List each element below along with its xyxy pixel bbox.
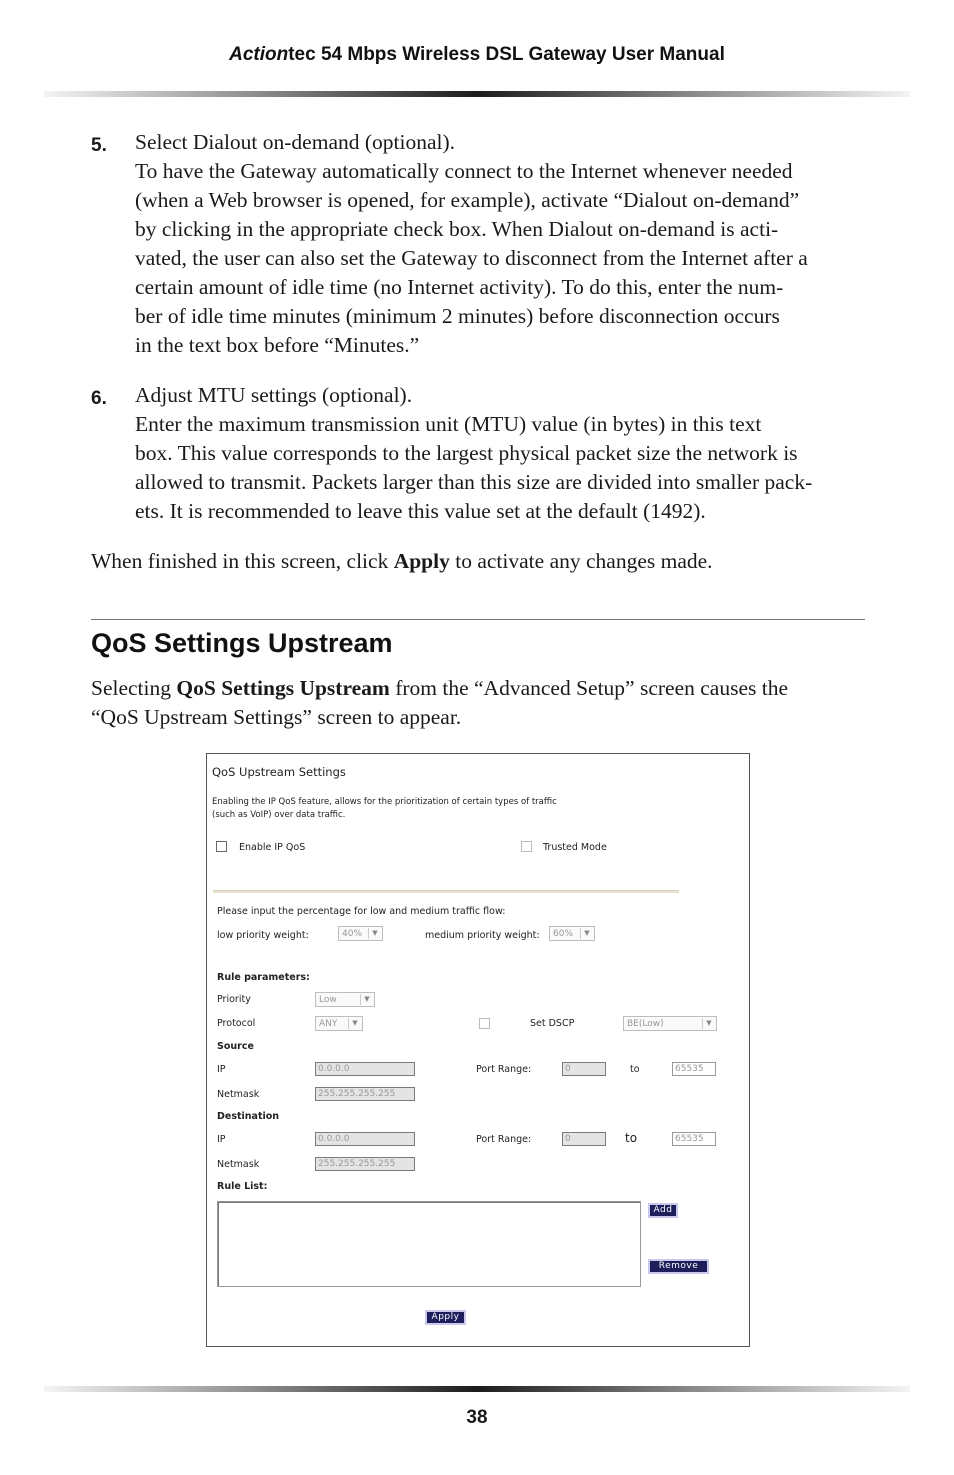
set-dscp-label: Set DSCP (530, 1018, 575, 1029)
step-number: 5. (91, 135, 107, 156)
weights-prompt: Please input the percentage for low and medium traffic flow: (217, 906, 506, 917)
step-5-line: Select Dialout on-demand (optional). (135, 130, 456, 154)
section-intro (91, 674, 866, 732)
section-heading: QoS Settings Upstream (91, 628, 393, 658)
destination-port-from-field[interactable]: 0 (562, 1132, 606, 1146)
running-header (0, 44, 954, 66)
destination-netmask-label: Netmask (217, 1159, 260, 1170)
apply-emphasis: Apply (393, 549, 450, 573)
step-6-line: Enter the maximum transmission unit (MTU) value (in bytes) in this text (135, 412, 762, 436)
footer-rule (44, 1386, 910, 1392)
intro-line-2: “QoS Upstream Settings” screen to appear. (91, 705, 462, 729)
qos-description: Enabling the IP QoS feature, allows for the prioritization of certain types of traffic (212, 797, 557, 807)
qos-title: QoS Upstream Settings (212, 765, 346, 779)
step-5-line: by clicking in the appropriate check box. When Dialout on-demand is acti- (135, 217, 779, 241)
source-to-label: to (630, 1064, 640, 1075)
step-5-line: vated, the user can also set the Gateway to disconnect from the Internet after a (135, 246, 808, 270)
source-netmask-field[interactable]: 255.255.255.255 (315, 1087, 415, 1101)
remove-button[interactable]: Remove (650, 1261, 707, 1272)
step-5-line: in the text box before “Minutes.” (135, 333, 420, 357)
low-weight-select[interactable] (338, 926, 383, 941)
header-title-rest: tec 54 Mbps Wireless DSL Gateway User Manual (288, 44, 725, 65)
rule-list-box[interactable] (217, 1201, 641, 1287)
brand-italic: Action (229, 44, 289, 65)
destination-port-range-label: Port Range: (476, 1134, 532, 1145)
step-6-line: box. This value corresponds to the largest physical packet size the network is (135, 441, 798, 465)
step-number: 6. (91, 388, 107, 409)
destination-netmask-field[interactable]: 255.255.255.255 (315, 1157, 415, 1171)
finish-text: When finished in this screen, click (91, 549, 394, 573)
protocol-label: Protocol (217, 1018, 256, 1029)
intro-emphasis: QoS Settings Upstream (176, 676, 390, 700)
settings-divider (213, 890, 679, 893)
dscp-value: BE(Low) (627, 1019, 664, 1029)
section-divider (91, 619, 865, 620)
source-ip-label: IP (217, 1064, 226, 1075)
set-dscp-checkbox[interactable] (479, 1018, 490, 1029)
step-6-line: ets. It is recommended to leave this value set at the default (1492). (135, 499, 706, 523)
header-rule (44, 91, 910, 97)
rule-list-heading: Rule List: (217, 1181, 268, 1192)
add-button[interactable]: Add (650, 1205, 676, 1216)
destination-ip-field[interactable]: 0.0.0.0 (315, 1132, 415, 1146)
destination-ip-label: IP (217, 1134, 226, 1145)
protocol-value: ANY (319, 1019, 338, 1029)
destination-to-label: to (625, 1131, 638, 1145)
priority-select[interactable] (315, 992, 375, 1007)
chevron-down-icon: ▼ (580, 928, 593, 939)
source-port-from-field[interactable]: 0 (562, 1062, 606, 1076)
intro-text-end: from the “Advanced Setup” screen causes the (389, 676, 788, 700)
priority-value: Low (319, 995, 337, 1005)
trusted-mode-checkbox[interactable] (521, 841, 532, 852)
source-ip-field[interactable]: 0.0.0.0 (315, 1062, 415, 1076)
medium-weight-label: medium priority weight: (425, 930, 540, 941)
source-heading: Source (217, 1041, 254, 1052)
apply-button[interactable]: Apply (427, 1312, 464, 1323)
chevron-down-icon: ▼ (368, 928, 381, 939)
destination-port-to-field[interactable]: 65535 (672, 1132, 716, 1146)
step-5-line: ber of idle time minutes (minimum 2 minutes) before disconnection occurs (135, 304, 780, 328)
priority-label: Priority (217, 994, 251, 1005)
step-6-line: Adjust MTU settings (optional). (135, 383, 413, 407)
rule-parameters-heading: Rule parameters: (217, 972, 310, 983)
qos-description-2: (such as VoIP) over data traffic. (212, 810, 346, 820)
source-port-to-field[interactable]: 65535 (672, 1062, 716, 1076)
page-number: 38 (466, 1407, 488, 1428)
source-port-range-label: Port Range: (476, 1064, 532, 1075)
enable-ip-qos-label: Enable IP QoS (239, 842, 306, 853)
step-5-line: (when a Web browser is opened, for example), activate “Dialout on-demand” (135, 188, 800, 212)
low-weight-label: low priority weight: (217, 930, 309, 941)
chevron-down-icon: ▼ (348, 1018, 361, 1029)
trusted-mode-label: Trusted Mode (543, 842, 607, 853)
intro-text: Selecting (91, 676, 177, 700)
finish-text-end: to activate any changes made. (449, 549, 713, 573)
source-netmask-label: Netmask (217, 1089, 260, 1100)
protocol-select[interactable] (315, 1016, 363, 1031)
step-6 (91, 381, 866, 526)
step-5 (91, 128, 866, 360)
step-6-line: allowed to transmit. Packets larger than this size are divided into smaller pack- (135, 470, 813, 494)
chevron-down-icon: ▼ (360, 994, 373, 1005)
destination-heading: Destination (217, 1111, 280, 1122)
medium-weight-value: 60% (553, 929, 574, 939)
dscp-select[interactable] (623, 1016, 717, 1031)
enable-ip-qos-checkbox[interactable] (216, 841, 227, 852)
medium-weight-select[interactable] (549, 926, 595, 941)
low-weight-value: 40% (342, 929, 363, 939)
finish-paragraph (91, 547, 866, 576)
step-5-line: certain amount of idle time (no Internet activity). To do this, enter the num- (135, 275, 784, 299)
step-5-line: To have the Gateway automatically connect to the Internet whenever needed (135, 159, 793, 183)
chevron-down-icon: ▼ (702, 1018, 715, 1029)
qos-upstream-screenshot (206, 753, 750, 1347)
